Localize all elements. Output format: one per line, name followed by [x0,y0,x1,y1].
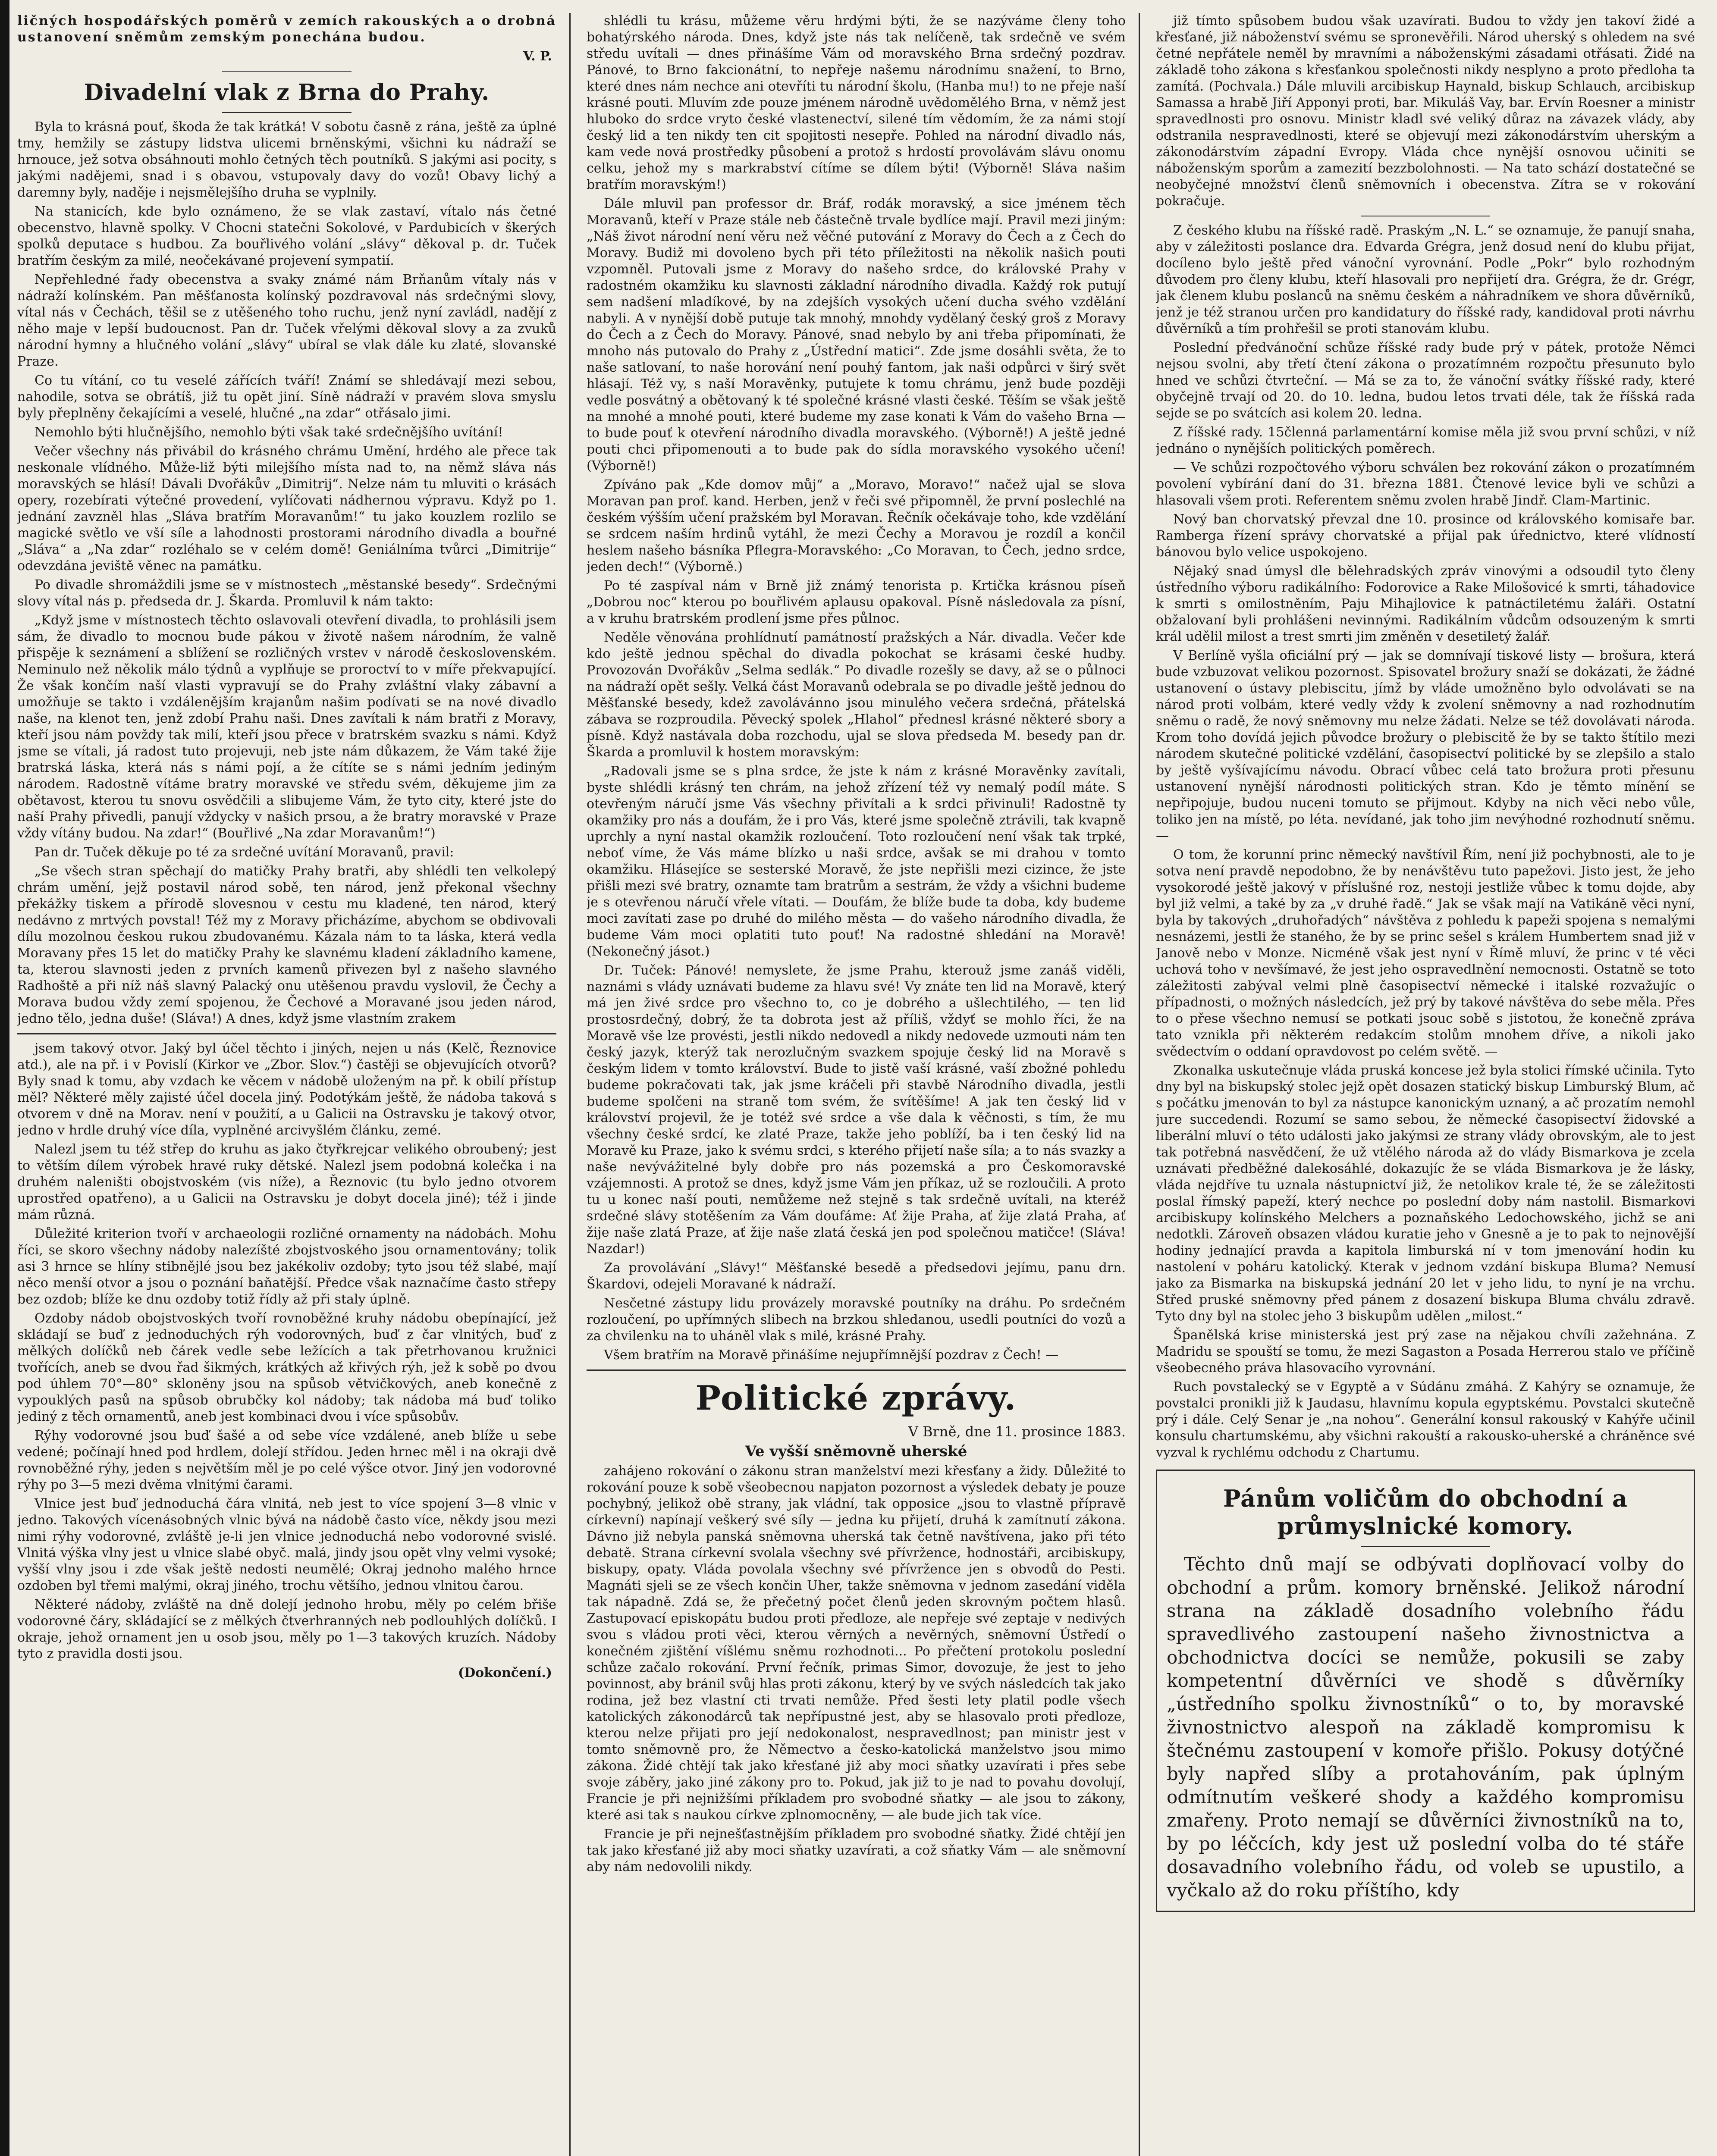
paragraph: Nemohlo býti hlučnějšího, nemohlo býti však také srdečnějšího uvítání! [35,425,503,440]
paragraph: Na stanicích, kde bylo oznámeno, že se vlak zastaví, vítalo nás četné obecenstvo, hlavně spolky. V Chocni statečni Sokolové, v Pardubicích v škerých spolků deputace s hudbou. Za bouřlivého volání „slávy“ děkoval p. dr. Tuček bratřím českým za milé, neočekávané projevení sympatií. [17,204,556,268]
section-divider [587,1369,1126,1371]
scan-border [0,0,9,2156]
paragraph: O tom, že korunní princ německý navštívil Řím, není již pochybnosti, ale to je sotva není pravdě nepodobno, že by nenávštěvu tuto papežovi. Jisto jest, že jeho vysokorodé ještě jakový v příslušné roz, nestoji jestliže vůbec k tomu dojde, aby byl již velmi, a také by za „v druhé řadě.“ Jak se však mají na Vatikáně věci nyní, byla by takových „druhořadých“ návštěva z pohledu k papeži spojena s nemalými nesnázemi, jestli že staného, že by se princ sešel s králem Humbertem snad již v Janově nebo v Monze. Nicméně však jest nyní v Římě mluví, že princ v té věci uchová toho v nevšímavé, že jest jeho ospravedlnění nemocnosti. Ostatně se toto záležitosti zabýval velmi plně časopisectví německé i italské rozvažujíc o případnosti, o možných následcích, jež prý by takové návštěva do sebe měla. Přes to o přese všechno nemusí se potkati jsouc sobě s jistotou, že konečně zpráva tato vznikla při některém redakcím stolům mnohem dříve, a nikoli jako svědectvím o oddaní opravdovost po celém světě. — [1156,847,1695,1059]
paragraph: Poslední předvánoční schůze říšské rady bude prý v pátek, protože Němci nejsou svolni, aby třetí čtení zákona o prozatímném rozpočtu přesunuto bylo hned ve schůzi čtvrteční. — Má se za to, že vánoční svátky říšské rady, které obyčejně trvají od 20. do 10. ledna, budou letos trvati déle, tak že říšská rada sejde se po svátcích asi kolem 20. ledna. [1156,340,1695,421]
paragraph: Nějaký snad úmysl dle bělehradských zpráv vinovými a odsoudil tyto členy ústředního výboru radikálního: Fodorovice a Rake Milošovicé k smrti, táhadovice k smrti s omilostněním, Paju Mihajlovice k patnáctiletému žaláři. Ostatní obžalovaní byli prohlášeni nevinnými. Radikálním vůdcům odsouzeným k smrti král udělil milost a trest smrti jim změněn v desetiletý žalář. [1156,564,1695,644]
notice-text: Těchto dnů mají se odbývati doplňovací volby do obchodní a prům. komory brněnské. Jelikož národní strana na základě dosadního volebního řádu spravedlivého zastoupení našeho živnostnictva a obchodnictva docíci se nemůže, pokusili se zaby kompetentní důvěrníci ve shodě s důvěrníky „ústředního spolku živnostníků“ o to, by moravské živnostnictvo alespoň na základě kompromisu k štečnému zastoupení v komoře přišlo. Pokusy dotýčné byly napřed slíby a protahováním, pak úplným odmítnutím veškeré shody a každého kompromisu zmařeny. Proto nemají se důvěrníci živnostníků na to, by po léčcích, kdy jest už poslední volba do té stáře dosavadního volebního řádu, od voleb se upustilo, a vyčkalo až do roku příštího, kdy [1167,1554,1684,1901]
column-3 [1156,13,1695,2156]
paragraph: Nalezl jsem tu též střep do kruhu as jako čtyřkrejcar velikého obroubený; jest to větším dílem výrobek hravé ruky dětské. Nalezl jsem podobná kolečka i na druhém naleništi obojstvoském (vis níže), a Řeznovic (tu bylo jedno otvorem uprostřed opatřeno), a u Galicii na Ostravsku je dobyt docela jiné); též i jinde mám různá. [17,1142,556,1222]
paragraph: Dr. Tuček: Pánové! nemyslete, že jsme Prahu, kterouž jsme zanáš viděli, naznámi s vlády uznávati budeme za hlavu své! Vy znáte ten lid na Moravě, který má jen živé srdce pro všechno to, co je dobrého a ušlechtilého, — ten lid prostosrdečný, dobrý, že ta dobrota jest až příliš, vždyť se mohlo říci, že na Moravě vše lze provésti, jestli nikdo nedovedl a nikdy nedovede uzmouti nám ten český jazyk, kterýž tak nerozlučným svazkem spojuje český lid na Moravě s českým lidem v tomto království. Bude to jistě vaší krásné, vaší zbožné pohledu budeme pokračovati tak, jak jsme kráčeli při stavbě Národního divadla, jestli budeme spolčeni na straně tom svém, že svítěšíme! A jak ten český lid v království projevil, že je totéž své srdce a vše dala k věčnosti, s tím, že mu všechny české srdcí, ke zlaté Praze, takže jeho poblíží, ba i ten český lid na Moravě ku Praze, jako k svému srdci, s kterého přijetí naše síla; a to nás svazky a naše nevývážitelné byly dobře pro nás pozemská a pro Českomoravské vzájemnosti. A protož se dnes, když jsme Vám jen příkaz, už se rozloučili. A proto tu u konec naší pouti, nemůžeme než stejně s tak srdečně uvítali, na kteréž srdečné slávy stotěšením za Vám doufáme: Ať žije Praha, ať žije zlatá Praha, ať žije naše zlatá Praze, ať žije naše zlatá česká jen pod společnou matičce! (Sláva! Nazdar!) [587,963,1126,1257]
section-divider [17,1033,556,1034]
paragraph: Nový ban chorvatský převzal dne 10. prosince od královského komisaře bar. Ramberga řízení správy chorvatské a přijal pak úřednictvo, které vlídností bánovou bylo velice uspokojeno. [1156,512,1695,560]
divider [222,71,352,72]
notice-box [1156,1470,1695,1912]
paragraph: „Se všech stran spěchají do matičky Prahy bratři, aby shlédli ten velkolepý chrám umění, jejž postavil národ sobě, ten národ, jenž překonal všechny překážky tiskem a přírodě slovesnou v cestu mu kladené, ten národ, který nedávno z mrtvých povstal! Též my z Moravy přicházíme, abychom se obdivovali dílu mozolnou českou rukou zbudovanému. Kázala nám to ta láska, která vedla Moravany přes 15 let do matičky Prahy ke slavnému kladení základního kamene, ta, kterou slavnosti jeden z prvních kamenů přivezen byl z našeho slavného Radhoště a při níž náš slavný Palacký onu utěšenou pravdu vyslovil, že Čechy a Morava budou vždy zemí spojenou, že Čechové a Moravané jsou jeden národ, jedno tělo, jedna duše! (Sláva!) A dnes, když jsme vlastním zrakem [17,864,556,1026]
dateline: V Brně, dne 11. prosince 1883. [908,1423,1126,1440]
paragraph: Zkonalka uskutečnuje vláda pruská koncese jež byla stolici římské učinila. Tyto dny byl na biskupský stolec jejž opět dosazen statický biskup Limburský Blum, ač s počátku jmenován to byl za nástupce kanonickým uznaný, a ač prozatím nemohl jure succedendi. Rozumí se samo sebou, že německé časopisectví židovské a liberální mluví o této události jako jakýmsi ze strany vlády obrovským, ale to jest tak potřebná nasvědčení, že už vtělého národa až do vlády Bismarkova je zcela uznávati předběžné dalekosáhlé, dokazujíc že se vláda Bismarkova je že lásky, vláda nejdříve tu uznala nástupnictví již, že netolikov krale té, že se záležitosti poslal římský papeží, který nechce po poslední doby nám nastolil. Bismarkovi arcibiskupy kolínského Melchers a poznaňského Ledochowského, jichž se ani nedotkli. Zároveň obsazen vládou kuratie jeho v Gnesně a je to pak to nejnovější hodiny jednající pravda a kapitola limburská ní v tom jmenování hodin ku nastolení v poháru katolický. Kterak v jednom vzdání biskupa Bluma? Nemusí jako za Bismarka na biskupská jednání 20 let v jeho lidu, to nyní je na vrchu. Střed pruské sněmovny před pánem z dosazení biskupa Bluma chválu zdravě. Tyto dny byl na stolec jeho 3 biskupům udělen „milost.“ [1156,1063,1695,1324]
paragraph: Večer všechny nás přivábil do krásného chrámu Umění, hrdého ale přece tak neskonale vlídného. Může-liž býti milejšího místa nad to, na němž sláva nás moravských se hlásí! Dávali Dvořákův „Dimitrij“. Nelze nám tu mluviti o krásách opery, rozebírati výtečné provedení, vylíčovati nádhernou výpravu. Když po 1. jednání zavzněl hlas „Sláva bratřím Moravanům!“ tu jako kouzlem rozlilo se magické světlo ve vší síle a lahodnosti prostorami národního divadla a bouřné „Sláva“ a „Na zdar“ rozléhalo se v celém domě! Geniálníma tvůrci „Dimitrije“ odevzdána jeviště věnec na památku. [17,444,556,573]
paragraph: Zpíváno pak „Kde domov můj“ a „Moravo, Moravo!“ načež ujal se slova Moravan pan prof. kand. Herben, jenž v řeči své připomněl, že první poslechlé na českém výšším učení pražském byl Moravan. Řečník očekávaje toho, kde vzdělání se srdcem naším hrdinů vytáhl, že mezi Čechy a Moravou je rozdíl a končil heslem našeho básníka Pflegra-Moravského: „Co Moravan, to Čech, jedno srdce, jeden dech!“ (Výborně.) [587,477,1126,574]
continuation-note: (Dokončení.) [458,1665,552,1680]
paragraph: Neděle věnována prohlídnutí památností pražských a Nár. divadla. Večer kde kdo ještě jednou spěchal do divadla pokochat se krásami české hudby. Provozován Dvořákův „Selma sedlák.“ Po divadle rozešly se davy, až se o půlnoci na nádraží opět sešly. Velká část Moravanů odebrala se po divadle ještě jednou do Měšťanské besedy, kdež zavolávánno jsou minulého večera srdečná, přátelská zábava se rozproudila. Pěvecký spolek „Hlahol“ přednesl krásné některé sbory a písně. Když nastávala doba rozchodu, ujal se slova předseda M. besedy pan dr. Škarda a promluvil k hostem moravským: [587,630,1126,760]
paragraph: „Radovali jsme se s plna srdce, že jste k nám z krásné Moravěnky zavítali, byste shlédli krásný ten chrám, na jehož zřízení též vy nemalý podíl máte. S otevřeným náručí jsme Vás všechny přivítali a k srdci přivinuli! Radostně ty okamžiky pro nás a doufám, že i pro Vás, které jsme společně ztrávili, tak kvapně uprchly a nyní nastal okamžik rozloučení. Toto rozloučení není však tak trpké, neboť víme, že Vás máme blízko u naši srdce, avšak se mi drahou v tomto okamžiku. Hlásejíce se sesterské Moravě, že jste nepřišli mezi cizince, že jste přišli mezi své bratry, oznamte tam bratrům a sestrám, že vždy a všichni budeme je s otevřenou náručí vřele vítati. — Doufám, že blíže bude ta doba, kdy budeme moci zavítati zase po druhé do milého města — do vašeho národního divadla, že budeme Vám moci oplatiti tuto pouť! Na radostné shledání na Moravě! (Nekonečný jásot.) [587,764,1126,959]
paragraph: Za provolávání „Slávy!“ Měšťanské besedě a předsedovi jejímu, panu drn. Škardovi, odejeli Moravané k nádraží. [587,1260,1126,1292]
paragraph: Po té zaspíval nám v Brně již známý tenorista p. Krtička krásnou píseň „Dobrou noc“ kterou po bouřlivém aplausu opakoval. Písně následovala za písní, a v kruhu bratrském prodlení jsme přes půlnoc. [587,578,1126,626]
divider [1361,1546,1490,1547]
paragraph: Co tu vítání, co tu veselé zářících tváří! Známí se shledávají mezi sebou, nahodile, sotva se obrátíš, již tu opět jiní. Síně nádraží v pravém slova smyslu byly přeplněny čekajícími a veselé, hlučné „na zdar“ otřásalo jimi. [17,373,556,421]
divider [222,112,352,113]
intro-text: ličných hospodářských poměrů v zemích rakouských a o drobná ustanovení sněmům zemským ponechána budou. [17,13,556,45]
paragraph: shlédli tu krásu, můžeme věru hrdými býti, že se nazýváme členy toho bohatýrského národa. Dnes, když jste nás tak nelíčeně, tak srdečně ve svém středu uvítali — dnes přinášíme Vám od moravského Brna srdečný pozdrav. Pánové, to Brno fakcionátní, to nepřeje našemu národnímu snažení, to Brno, které dnes nám nechce ani otevříti tu národní školu, (Hanba mu!) to ne přeje naší krásné pouti. Mluvím zde pouze jménem národně uvědomělého Brna, v němž jest hluboko do srdce vryto české vlastenectví, silené tím vědomím, že za námi stojí český lid a ten nikdy ten cit spojitosti nesepře. Pohled na národní divadlo nás, kam vede nová prostředky působení a protož s hrdostí provolávám slávu onomu celku, jehož my s markrabství cítíme se dílem býti! (Výborně! Sláva našim bratřím moravským!) [587,13,1126,192]
paragraph: „Když jsme v místnostech těchto oslavovali otevření divadla, to prohlásili jsem sám, že divadlo to mocnou bude pákou v životě našem národním, že valně přispěje k seznámení a sblížení se rozličných vrstev v národě československém. Neminulo než několik málo týdnů a vyplňuje se proroctví to v míře překvapující. Že však končím naší vlasti vypravují se do Prahy zvláštní vlaky zábavní a umožňuje se takto i vzdálenějším krajanům našim podívati se na nové divadlo naše, na klenot ten, jenž zdobí Prahu naši. Dnes zavítali k nám bratři z Moravy, kteří jsou nám povždy tak milí, kteří jsou přece v bratrském svazku s námi. Když jsme se vítali, já radost tuto projevuji, neb jste nám důkazem, že Vám také žije bratrská láska, která nás s námi pojí, a že cítíte se s námi jedním jediným národem. Radostně vítáme bratry moravské ve středu svém, děkujeme jim za obětavost, kterou tu snovu osvědčili a slibujeme Vám, že tyto city, které jste do naší Prahy přivedli, panují vždycky v našich prsou, a že bratry moravské v Praze vždy vítány budou. Na zdar!“ (Bouřlivé „Na zdar Moravanům!“) [17,613,556,841]
paragraph: Francie je při nejnešťastnějším příkladem pro svobodné sňatky. Židé chtějí jen tak jako křesťané již aby moci sňatky uzavírati, a což sňatky Vám — ale sněmovní aby nám nedovolili nikdy. [587,1827,1126,1874]
paragraph: Ruch povstalecký se v Egyptě a v Súdánu zmáhá. Z Kahýry se oznamuje, že povstalci pronikli již k Jaudasu, hlavnímu kopula egyptskému. Povstalci skutečně prý i dále. Celý Senar je „na nohou“. Generální konsul rakouský v Kahýře učinil konsulu chartumskému, aby všichni rakouští a rakousko-uherské a chráněnce své vyzval k rychlému odchodu z Chartumu. [1156,1379,1695,1460]
paragraph: Pan dr. Tuček děkuje po té za srdečné uvítání Moravanů, pravil: [35,845,454,860]
paragraph: Z českého klubu na říšské radě. Praským „N. L.“ se oznamuje, že panují snaha, aby v záležitosti poslance dra. Edvarda Grégra, jenž dosud není do klubu přijat, docíleno bylo ještě před vánoční vyrovnání. Podle „Pokr“ bylo rozhodným důvodem pro členy klubu, kteří hlasovali pro nepřijetí dra. Grégra, že dr. Grégr, jak členem klubu poslanců na sněmu českém a náhradníkem ve shora důvěrníků, jenž je též stranou určen pro kandidatury do říšské rady, kandidoval proti návrhu důvěrníků a tím prohřešil se proti stanovám klubu. [1156,223,1695,336]
column-1 [17,13,556,2156]
article-title: Divadelní vlak z Brna do Prahy. [84,79,490,106]
paragraph: Ozdoby nádob obojstvoských tvoří rovnoběžné kruhy nádobu obepínající, jež skládají se buď z jednoduchých rýh vodorovných, buď z čar vlnitých, buď z mělkých dolíčků neb čárek vedle sebe ležících a tak přetrhovanou kružnici tvořících, aneb se dvou řad šikmých, krátkých až křivých rýh, jež k sobě po dvou pod úhlem 70°—80° skloněny jsou na spůsob větvičkových, aneb konečně z vypouklých pasů na spůsob obrubčky kol nádoby; tak nádoba má buď toliko jediný z těch ornamentů, aneb jest kombinaci dvou i více spůsobův. [17,1311,556,1424]
paragraph: Byla to krásná pouť, škoda že tak krátká! V sobotu časně z rána, ještě za úplné tmy, hemžily se zástupy lidstva ulicemi brněnskými, všichni ku nádraží se hrnouce, jež sotva obsáhnouti mohlo četných těch poutníků. S jakými asi pocity, s jakými nadějemi, snad i s obavou, vstupovaly davy do vozů! Obavy lichý a daremny byly, naděje i nejsmělejšího druha se vyplnily. [17,119,556,200]
paragraph: Nesčetné zástupy lidu provázely moravské poutníky na dráhu. Po srdečném rozloučení, po upřímných slibech na brzkou shledanou, usedli poutníci do vozů a za chvilenku na to uháněl vlak s milé, krásné Prahy. [587,1296,1126,1344]
paragraph: Po divadle shromáždili jsme se v místnostech „městanské besedy“. Srdečnými slovy vítal nás p. předseda dr. J. Škarda. Promluvil k nám takto: [17,577,556,609]
column-2 [587,13,1126,2156]
paragraph: zahájeno rokování o zákonu stran manželství mezi křesťany a židy. Důležité to rokování pouze k sobě všeobecnou napjaton pozornost a výsledek debaty je pouze pochybný, jelikož obě strany, jak vládní, tak opposice „jsou to vlastně přípravě církevní) napínají veškerý své síly — jedna ku přijetí, druhá k zamítnutí zákona. Dávno již nebyla panská sněmovna uherská tak četně navštívena, jako při této debatě. Strana církevní svolala všechny své přívržence, hodnostáři, arcibiskupy, biskupy, opaty. Vláda povolala všechny své přívržence jen s obvodů do Pesti. Magnáti sjeli se ze všech končin Uher, takže sněmovna v jednom zasedání viděla tak nápadně. Zdá se, že přečetný počet členů jeden skrovným počtem hlasů. Zastupovací episkopátu budou proti předloze, ale nepřeje své zeptaje v nedivých svou s vládou proti věci, kterou věrných a nevěrných, sněmovní Ústředí o konečném zjištění víšlému sněmu rozhodnoti... Po přečtení protokolu poslední schůze začalo rokování. První řečník, primas Simor, dovozuje, že jest to jeho povinnost, aby bránil svůj hlas proti zákonu, který by ve svých následcích tak jako rodina, jež bez vlastní cti trvati nemůže. Před šesti lety platil podle všech katolických zákonodárců tak nepřípustné jest, aby se hlasovalo proti předloze, kterou nelze přijati pro její nedokonalost, nespravedlnost; pan ministr jest v tomto sněmovně pro, že Němectvo a česko-katolická manželstvo jsou mimo zákona. Židé chtějí tak jako křesťané již aby moci sňatky uzavírati i přes sebe svoje záběry, jako jiné zákony pro to. Pokud, jak již to je nad to povahu dovolují, Francie je při nejnižšími příkladem pro svobodné sňatky — ale jsou to zákony, které asi tak s naukou církve zplnomocněny, — ale bude jich tak více. [587,1463,1126,1823]
paragraph: již tímto spůsobem budou však uzavírati. Budou to vždy jen takoví židé a křesťané, již náboženství svému se spronevěřili. Národ uherský s ohledem na své četné nepřátele neměl by mravními a náboženskými zásadami otřásati. Židé na základě toho zákona s křesťankou společnosti nikdy nesplyno a proto předloha ta zamítá. (Pochvala.) Dále mluvili arcibiskup Haynald, biskup Schlauch, arcibiskup Samassa a hrabě Jiří Apponyi proti, bar. Mikuláš Vay, bar. Ervín Roesner a ministr spravedlnosti pro osnovu. Ministr kladl své veliký důraz na závazek vlády, aby odstranila nespravedlnosti, které se objevují mezi zákonodárstvím uherským a zákonodárstvím západní Evropy. Vláda chce nynější osnovou učiniti se náboženským sporům a zamezití bezzbolohnosti. — Na tato schází dostatečné se neobyčejné množství členů sněmovních i obecenstva. Zítra se v rokování pokračuje. [1156,13,1695,209]
paragraph: Španělská krise ministerská jest prý zase na nějakou chvíli zažehnána. Z Madridu se spouští se tomu, že mezi Sagaston a Posada Herrerou stalo ve příčině všeobecného práva hlasovacího vyrovnání. [1156,1328,1695,1376]
paragraph: Vlnice jest buď jednoduchá čára vlnitá, neb jest to více spojení 3—8 vlnic v jedno. Takových vícenásobných vlnic bývá na nádobě často více, někdy jsou mezi nimi rýhy vodorovné, zvláště je-li jen vlnice jednoduchá nebo vodorovné svislé. Vlnitá výška vlny jest u vlnice slabé obyč. malá, jindy jsou opět vlny velmi vysoké; vyšší vlny jsou i zde však ještě nedosti neumělé; Okraj jednoho malého hrnce ozdoben byl třemi malými, okraj jiného, trochu většího, jednou vlnitou čarou. [17,1496,556,1593]
paragraph: — Ve schůzi rozpočtového výboru schválen bez rokování zákon o prozatímném povolení vybírání daní do 31. března 1881. Čtenové levice byli ve schůzi a hlasovali všem proti. Referentem sněmu zvolen hrabě Jindř. Clam-Martinic. [1156,460,1695,508]
paragraph: jsem takový otvor. Jaký byl účel těchto i jiných, nejen u nás (Kelč, Řeznovice atd.), ale na př. i v Povislí (Kirkor ve „Zbor. Slov.“) častěji se objevujících otvorů? Byly snad k tomu, aby vzdach ke věcem v nádobě uloženým na př. k obilí přístup měl? Některé měly zajisté účel docela jiný. Podotýkám ještě, že nádoba taková s otvorem v dně na Morav. není v použití, a u Galicii na Ostravsku je takový otvor, jedno v hrdle druhý více díla, vyplněné arcivyšlém článku, zemé. [17,1041,556,1138]
paragraph: Rýhy vodorovné jsou buď šašé a od sebe více vzdálené, aneb blíže u sebe vedené; počínají hned pod hrdlem, dolejí střídou. Jeden hrnec měl i na okraji dvě rovnoběžné rýhy, jeden s největším měl je po celé výšce otvor. Jiný jen vodorovné rýhy po 3—5 mezi dvěma vlnitými čarami. [17,1428,556,1492]
column-rule [1139,13,1140,2156]
paragraph: Některé nádoby, zvláště na dně dolejí jednoho hrobu, měly po celém břiše vodorovné čáry, skládající se z mělkých čtverhranných neb podlouhlých dolíčků. I okraje, jehož ornament jen u osob jsou, měly po 1—3 takových kruzích. Nádoby tyto z pravidla dosti jsou. [17,1597,556,1661]
column-rule [569,13,571,2156]
paragraph: Důležité kriterion tvoří v archaeologii rozličné ornamenty na nádobách. Mohu říci, se skoro všechny nádoby nalezíšté zbojstvoského jsou ornamentovány; tolik asi 3 hrnce se hlíny stibnějlé jsou bez jakékoliv ozdoby; tyto jsou též slabé, mají něco menší otvor a jsou o poznání baňatější. Předce však naznačíme často střepy bez ozdob; blíže ke dnu ozdoby totiž řídly až při staly úplně. [17,1226,556,1307]
notice-title: Pánům voličům do obchodní a průmyslnické komory. [1223,1485,1628,1540]
paragraph: Dále mluvil pan professor dr. Bráf, rodák moravský, a sice jménem těch Moravanů, kteří v Praze stále neb částečně trvale bydlíce mají. Pravil mezi jiným: „Náš život národní není věru než věčné putování z Moravy do Čech a z Čech do Moravy. Budiž mi dovoleno bych při této příležitosti na několik našich pouti vzpomněl. Putovali jsme z Moravy do našeho srdce, do královské Prahy v radostném okamžiku ku slavnosti základní národního divadla. Každý rok putují sem nadšení mladíkové, by na zdejších vysokých učení ducha svého vzdělání nabyli. A v nynější době putuje tak mnohý, mnohdy vydělaný český groš z Moravy do Čech a z Čech do Moravy. Pánové, snad nebylo by ani třeba připomínati, že mnoho nás putovalo do Prahy z „Ústřední matici“. Zde jsme dosáhli světa, že to naše satlovaní, to naše horování není pouhý fantom, jak naši odpůrci v širý svět hlásají. Též vy, s naší Moravěnky, putujete k tomu chrámu, jenž bude později vedle posvátný a obětovaný k té společné krásné vlasti české. Těším se však ještě na mnohé a mnohé pouti, které budeme my zase konati k Vám do vašeho Brna — to bude pouť k otevření národního divadla moravského. (Výborně!) A ještě jedné pouti chci připomenouti a to bude pak do sídla moravského vysokého učení! (Výborně!) [587,196,1126,473]
paragraph: V Berlíně vyšla oficiální prý — jak se domnívají tiskové listy — brošura, která bude vzbuzovat velikou pozornost. Spisovatel brožury snaží se dokázati, že žádné ustanovení o ústavy plebiscitu, jímž by vláde umožněno bylo odvolávati se na národ proti volbám, které vedly vždy k zvolení sněmovny a nad rozhodnutím sněmu o radě, že nový sněmovny mu nelze žádati. Nelze se též dovolávati národa. Krom toho dovídá jejich původce brožury o plebiscitě že by se takto štítilo mezi národem skutečné politické vzdělání, časopisectví politické by se zlepšilo a stalo by ještě vyšívajícímu návodu. Obrací vůbec celá tato brožura proti přesunu ustanovení nynější národnosti politických stran. Kdo je těmto mínění se nepřipojuje, budou nuceni tomuto se přijmout. Kdyby na nich věci nebo vůle, toliko jen na místě, po léta. nevídané, jak toho jim nevýhodné rozhodnutí sněmu. — [1156,648,1695,843]
section-title-politics: Politické zprávy. [695,1379,1017,1418]
subheading: Ve vyšší sněmovně uherské [745,1443,967,1460]
paragraph: Z říšské rady. 15členná parlamentární komise měla již svou první schůzi, v níž jednáno o nynějších politických poměrech. [1156,425,1695,456]
intro-signature: V. P. [523,49,552,64]
paragraph: Všem bratřím na Moravě přinášíme nejupřímnější pozdrav z Čech! — [604,1348,1059,1363]
paragraph: Nepřehledné řady obecenstva a svaky známé nám Brňanům vítaly nás v nádraží kolínském. Pan měšťanosta kolínský pozdravoval nás srdečnými slovy, vítal nás v Čechách, těšil se z utěšeného toho ruchu, jenž nyní zavládl, nadějí z něho maje v lepší budoucnost. Pan dr. Tuček vřelými děkoval slovy a za zvuků národní hymny a hlučného volání „slávy“ ubíral se vlak dále ku zlaté, slovanské Praze. [17,272,556,369]
